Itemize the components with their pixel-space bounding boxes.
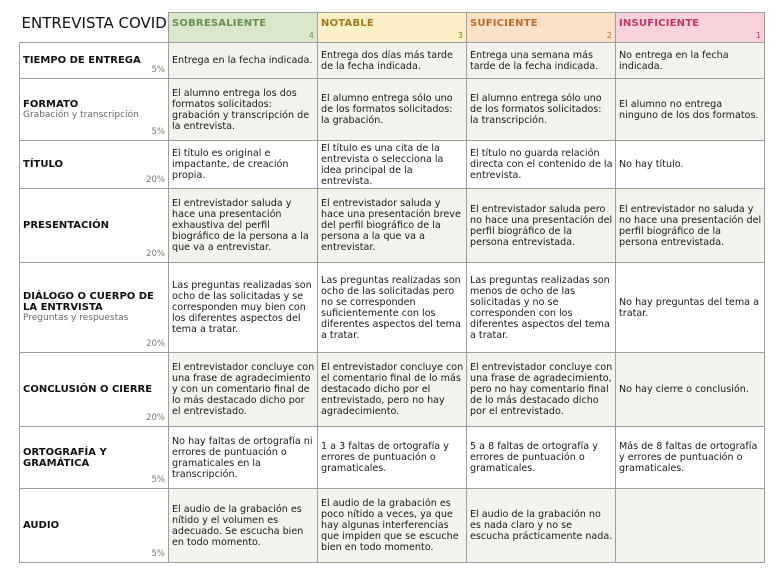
rubric-table (19, 12, 765, 563)
descriptor-cell: El entrevistador concluye con una frase de agradecimiento y con un comentario final de lo más destacado dicho por el entrevistado. (169, 353, 318, 427)
rubric-title: ENTREVISTA COVID (20, 13, 169, 43)
criterion-weight: 20% (146, 249, 165, 259)
level-score: 2 (606, 31, 612, 40)
criterion-weight: 20% (146, 413, 165, 423)
criterion-row-ortografia (20, 427, 765, 489)
descriptor-cell: Las preguntas realizadas son ocho de las solicitadas y se corresponden muy bien con los diferentes aspectos del tema a tratar. (169, 263, 318, 353)
descriptor-cell: El entrevistador no saluda y no hace una presentación del perfil biográfico de la persona entrevistada. (616, 189, 765, 263)
criterion-cell (20, 189, 169, 263)
criterion-cell (20, 353, 169, 427)
descriptor-cell: El alumno entrega sólo uno de los formatos solicitados: la transcripción. (467, 79, 616, 141)
criterion-name: TIEMPO DE ENTREGA (23, 55, 141, 66)
criterion-name: FORMATO (23, 98, 79, 110)
descriptor-cell: Entrega dos días más tarde de la fecha indicada. (318, 43, 467, 79)
criterion-weight: 20% (146, 175, 165, 185)
criterion-subtitle: Grabación y transcripción (23, 109, 139, 120)
descriptor-cell: 1 a 3 faltas de ortografía y errores de puntuación o gramaticales. (318, 427, 467, 489)
criterion-row-titulo (20, 141, 765, 189)
descriptor-cell: El alumno entrega sólo uno de los formatos solicitados: la grabación. (318, 79, 467, 141)
level-name: SOBRESALIENTE (172, 18, 267, 29)
criterion-weight: 20% (146, 339, 165, 349)
descriptor-cell: El título es original e impactante, de creación propia. (169, 141, 318, 189)
descriptor-cell: El entrevistador saluda pero no hace una presentación del perfil biográfico de la persona entrevistada. (467, 189, 616, 263)
descriptor-cell: No hay cierre o conclusión. (616, 353, 765, 427)
descriptor-cell: No hay preguntas del tema a tratar. (616, 263, 765, 353)
header-row (20, 13, 765, 43)
criterion-row-dialogo (20, 263, 765, 353)
descriptor-cell: Las preguntas realizadas son ocho de las solicitadas pero no se corresponden suficientemente con los diferentes aspectos del tema a tratar. (318, 263, 467, 353)
criterion-name: CONCLUSIÓN O CIERRE (23, 384, 153, 395)
level-score: 4 (308, 31, 314, 40)
descriptor-cell: El alumno no entrega ninguno de los dos formatos. (616, 79, 765, 141)
criterion-weight: 5% (151, 475, 165, 485)
descriptor-cell: El audio de la grabación es poco nítido a veces, ya que hay algunas interferencias que impiden que se escuche bien en todo momento. (318, 489, 467, 563)
criterion-cell (20, 489, 169, 563)
criterion-weight: 5% (151, 127, 165, 137)
criterion-name: TÍTULO (23, 159, 63, 170)
level-name: SUFICIENTE (470, 18, 538, 29)
descriptor-cell: El audio de la grabación no es nada claro y no se escucha prácticamente nada. (467, 489, 616, 563)
descriptor-cell: No hay faltas de ortografía ni errores de puntuación o gramaticales en la transcripción. (169, 427, 318, 489)
criterion-cell (20, 79, 169, 141)
level-score: 1 (755, 31, 761, 40)
criterion-cell (20, 43, 169, 79)
criterion-weight: 5% (151, 549, 165, 559)
level-header-suficiente (467, 13, 616, 43)
criterion-row-audio (20, 489, 765, 563)
criterion-cell (20, 427, 169, 489)
criterion-weight: 5% (151, 65, 165, 75)
descriptor-cell: El entrevistador saluda y hace una presentación exhaustiva del perfil biográfico de la persona a la que va a entrevistar. (169, 189, 318, 263)
criterion-name: DIÁLOGO O CUERPO DE LA ENTRVISTA (23, 291, 154, 313)
criterion-name: PRESENTACIÓN (23, 220, 109, 231)
descriptor-cell: El título no guarda relación directa con el contenido de la entrevista. (467, 141, 616, 189)
criterion-row-formato (20, 79, 765, 141)
descriptor-cell: El entrevistador concluye con una frase de agradecimiento, pero no hay comentario final de lo más destacado dicho por el entrevistado. (467, 353, 616, 427)
descriptor-cell: El entrevistador concluye con el comentario final de lo más destacado dicho por el entrevistado, pero no hay agradecimiento. (318, 353, 467, 427)
level-name: INSUFICIENTE (619, 18, 700, 29)
descriptor-cell: No hay título. (616, 141, 765, 189)
descriptor-cell: Entrega una semana más tarde de la fecha indicada. (467, 43, 616, 79)
descriptor-cell: El alumno entrega los dos formatos solicitados: grabación y transcripción de la entrevista. (169, 79, 318, 141)
criterion-row-tiempo-de-entrega (20, 43, 765, 79)
criterion-cell (20, 141, 169, 189)
level-header-sobresaliente (169, 13, 318, 43)
descriptor-cell: Las preguntas realizadas son menos de ocho de las solicitadas y no se corresponden con los diferentes aspectos del tema a tratar. (467, 263, 616, 353)
criterion-name: ORTOGRAFÍA Y GRAMÁTICA (23, 446, 107, 469)
criterion-name: AUDIO (23, 520, 60, 531)
descriptor-cell: Más de 8 faltas de ortografía y errores de puntuación o gramaticales. (616, 427, 765, 489)
criterion-subtitle: Preguntas y respuestas (23, 313, 129, 323)
criterion-row-presentacion (20, 189, 765, 263)
level-header-insuficiente (616, 13, 765, 43)
descriptor-cell: No entrega en la fecha indicada. (616, 43, 765, 79)
descriptor-cell: 5 a 8 faltas de ortografía y errores de puntuación o gramaticales. (467, 427, 616, 489)
level-name: NOTABLE (321, 18, 374, 29)
level-header-notable (318, 13, 467, 43)
descriptor-cell: El audio de la grabación es nítido y el volumen es adecuado. Se escucha bien en todo momento. (169, 489, 318, 563)
descriptor-cell: El título es una cita de la entrevista o selecciona la idea principal de la entrevista. (318, 141, 467, 189)
level-score: 3 (457, 31, 463, 40)
criterion-cell (20, 263, 169, 353)
descriptor-cell: Entrega en la fecha indicada. (169, 43, 318, 79)
criterion-row-conclusion (20, 353, 765, 427)
descriptor-cell: El entrevistador saluda y hace una presentación breve del perfil biográfico de la persona a la que va a entrevistar. (318, 189, 467, 263)
descriptor-cell (616, 489, 765, 563)
